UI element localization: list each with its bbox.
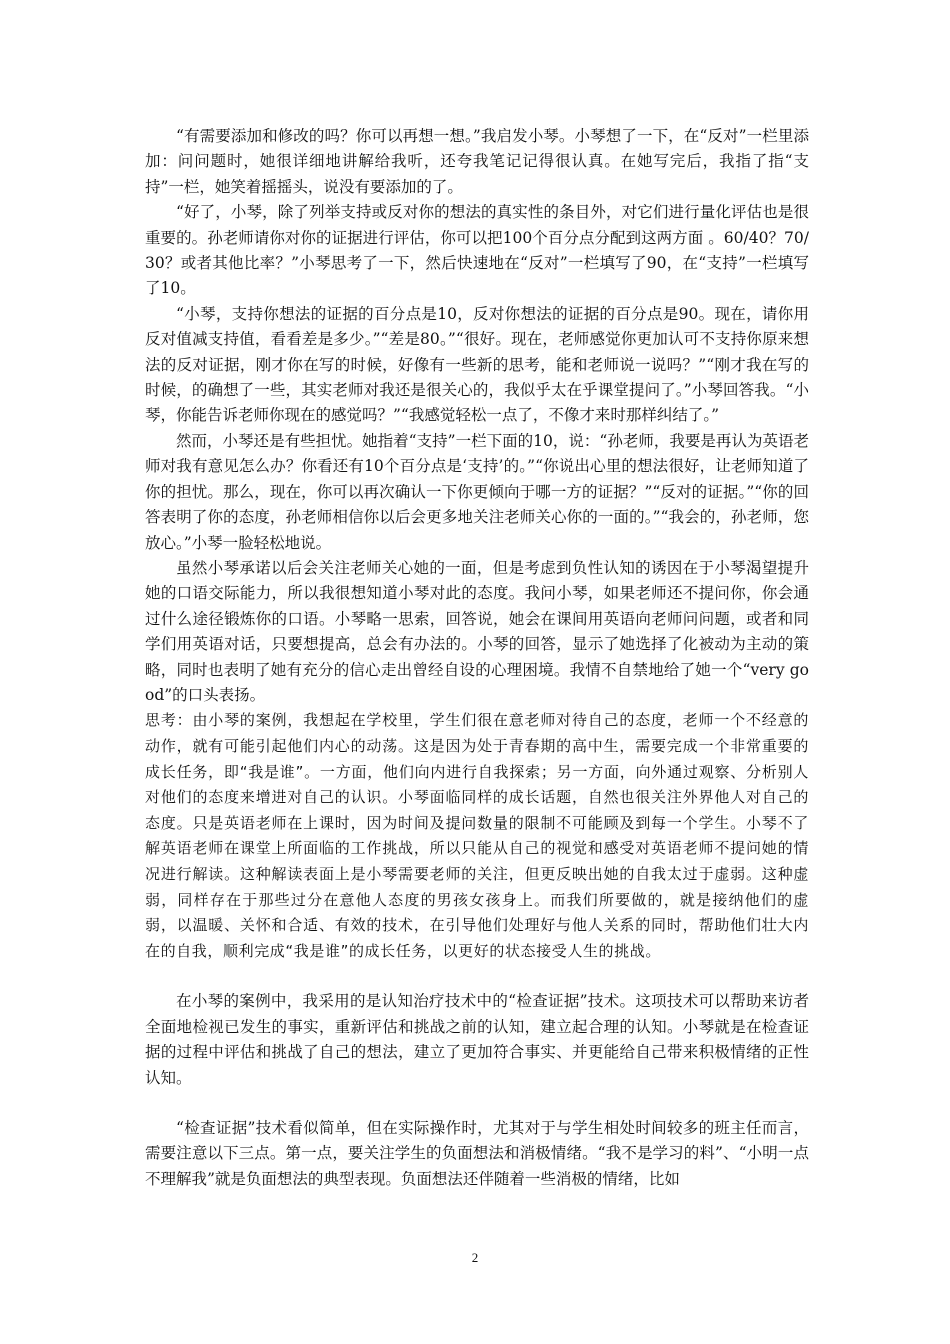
paragraph-2: “好了，小琴，除了列举支持或反对你的想法的真实性的条目外，对它们进行量化评估也是很重要的。孙老师请你对你的证据进行评估，你可以把100个百分点分配到这两方面 。60/40？70/30？或者其他比率？”小琴思考了一下，然后快速地在“反对”一栏填写了90，在“支持”一栏填写了10。 [145,203,809,298]
document-body [145,124,809,1192]
paragraph-5: 虽然小琴承诺以后会关注老师关心她的一面，但是考虑到负性认知的诱因在于小琴渴望提升她的口语交际能力，所以我很想知道小琴对此的态度。我问小琴，如果老师还不提问你，你会通过什么途径锻炼你的口语。小琴略一思索，回答说，她会在课间用英语向老师问问题，或者和同学们用英语对话，只要想提高，总会有办法的。小琴的回答，显示了她选择了化被动为主动的策略，同时也表明了她有充分的信心走出曾经自设的心理困境。我情不自禁地给了她一个“very good”的口头表扬。 [145,558,809,704]
paragraph-1: “有需要添加和修改的吗？你可以再想一想。”我启发小琴。小琴想了一下，在“反对”一栏里添加：问问题时，她很详细地讲解给我听，还夸我笔记记得很认真。在她写完后，我指了指“支持”一栏，她笑着摇摇头，说没有要添加的了。 [145,127,809,196]
final-paragraph: “检查证据”技术看似简单，但在实际操作时，尤其对于与学生相处时间较多的班主任而言，需要注意以下三点。第一点，要关注学生的负面想法和消极情绪。“我不是学习的料”、“小明一点不理解我”就是负面想法的典型表现。负面想法还伴随着一些消极的情绪，比如 [145,1118,809,1188]
paragraph-gap [145,964,809,989]
reflection-paragraph: 思考：由小琴的案例，我想起在学校里，学生们很在意老师对待自己的态度，老师一个不经意的动作，就有可能引起他们内心的动荡。这是因为处于青春期的高中生，需要完成一个非常重要的成长任务，即“我是谁”。一方面，他们向内进行自我探索；另一方面，向外通过观察、分析别人对他们的态度来增进对自己的认识。小琴面临同样的成长话题，自然也很关注外界他人对自己的态度。只是英语老师在上课时，因为时间及提问数量的限制不可能顾及到每一个学生。小琴不了解英语老师在课堂上所面临的工作挑战，所以只能从自己的视觉和感受对英语老师不提问她的情况进行解读。这种解读表面上是小琴需要老师的关注，但更反映出她的自我太过于虚弱。这种虚弱，同样存在于那些过分在意他人态度的男孩女孩身上。而我们所要做的，就是接纳他们的虚弱，以温暖、关怀和合适、有效的技术，在引导他们处理好与他人关系的同时，帮助他们壮大内在的自我，顺利完成“我是谁”的成长任务，以更好的状态接受人生的挑战。 [145,711,809,960]
paragraph-4: 然而，小琴还是有些担忧。她指着“支持”一栏下面的10，说：“孙老师，我要是再认为英语老师对我有意见怎么办？你看还有10个百分点是‘支持’的。”“你说出心里的想法很好，让老师知道了你的担忧。那么，现在，你可以再次确认一下你更倾向于哪一方的证据？”“反对的证据。”“你的回答表明了你的态度，孙老师相信你以后会更多地关注老师关心你的一面的。”“我会的，孙老师，您放心。”小琴一脸轻松地说。 [145,431,809,552]
page-number: 2 [471,1250,479,1265]
paragraph-3: “小琴，支持你想法的证据的百分点是10，反对你想法的证据的百分点是90。现在，请你用反对值减支持值，看看差是多少。”“差是80。”“很好。现在，老师感觉你更加认可不支持你原来想法的反对证据，刚才你在写的时候，好像有一些新的思考，能和老师说一说吗？”“刚才我在写的时候，的确想了一些，其实老师对我还是很关心的，我似乎太在乎课堂提问了。”小琴回答我。“小琴，你能告诉老师你现在的感觉吗？”“我感觉轻松一点了，不像才来时那样纠结了。” [145,304,809,425]
paragraph-gap [145,1091,809,1116]
analysis-paragraph: 在小琴的案例中，我采用的是认知治疗技术中的“检查证据”技术。这项技术可以帮助来访者全面地检视已发生的事实，重新评估和挑战之前的认知，建立起合理的认知。小琴就是在检查证据的过程中评估和挑战了自己的想法，建立了更加符合事实、并更能给自己带来积极情绪的正性认知。 [145,992,809,1087]
